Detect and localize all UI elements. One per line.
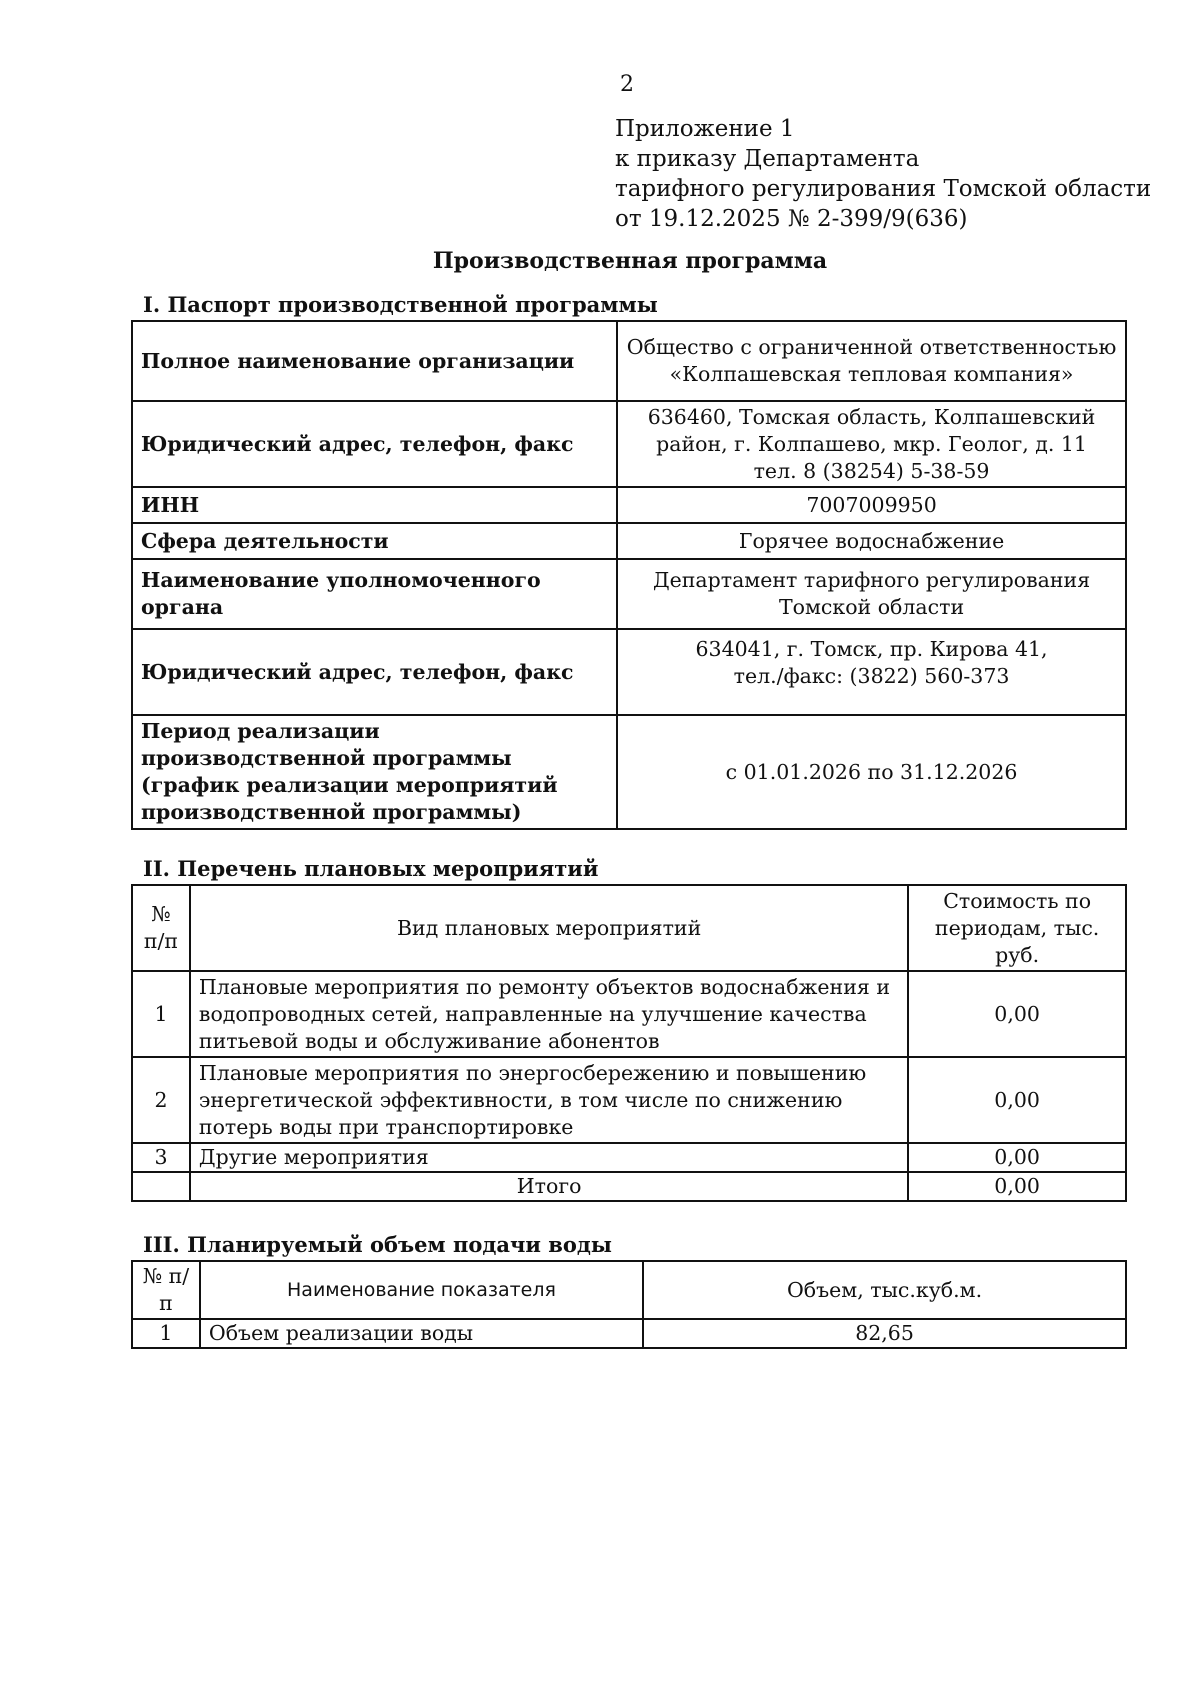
header-volume: Объем, тыс.куб.м.	[643, 1261, 1126, 1319]
activities-table	[131, 884, 1127, 1202]
table-row	[132, 1319, 1126, 1348]
header-name: Наименование показателя	[200, 1261, 643, 1319]
value-line: Общество с ограниченной ответственностью	[626, 335, 1117, 359]
row-label: Полное наименование организации	[132, 321, 617, 401]
page-number: 2	[620, 72, 634, 97]
row-num: 1	[132, 1319, 200, 1348]
row-num: 1	[132, 971, 190, 1057]
table-row	[132, 559, 1126, 629]
row-value: Горячее водоснабжение	[617, 523, 1126, 559]
header-num: № п/п	[132, 885, 190, 971]
value-line: 636460, Томская область, Колпашевский	[647, 404, 1096, 429]
row-label: Юридический адрес, телефон, факс	[132, 401, 617, 487]
row-value	[617, 401, 1126, 487]
appendix-line: тарифного регулирования Томской области	[615, 176, 1152, 202]
row-label: Период реализации производственной программы (график реализации мероприятий производственной программы)	[132, 715, 617, 829]
total-label: Итого	[190, 1172, 908, 1201]
row-label: Юридический адрес, телефон, факс	[132, 629, 617, 715]
row-value: 7007009950	[617, 487, 1126, 523]
row-cost: 0,00	[908, 1143, 1126, 1172]
row-name: Плановые мероприятия по энергосбережению и повышению энергетической эффективности, в том числе по снижению потерь воды при транспортировке	[190, 1057, 908, 1143]
section-2-title: II. Перечень плановых мероприятий	[143, 856, 599, 881]
section-1-title: I. Паспорт производственной программы	[143, 292, 658, 317]
row-cost: 0,00	[908, 1057, 1126, 1143]
volume-table	[131, 1260, 1127, 1349]
value-line: Департамент тарифного регулирования	[652, 568, 1091, 592]
table-row	[132, 1143, 1126, 1172]
row-num: 2	[132, 1057, 190, 1143]
table-header-row	[132, 1261, 1126, 1319]
row-label: Наименование уполномоченного органа	[132, 559, 617, 629]
row-label: Сфера деятельности	[132, 523, 617, 559]
total-empty	[132, 1172, 190, 1201]
value-line: Томской области	[778, 595, 965, 619]
table-header-row	[132, 885, 1126, 971]
appendix-line: к приказу Департамента	[615, 146, 920, 172]
row-label: ИНН	[132, 487, 617, 523]
appendix-line: Приложение 1	[615, 116, 795, 142]
table-row	[132, 715, 1126, 829]
header-name: Вид плановых мероприятий	[190, 885, 908, 971]
value-line: тел./факс: (3822) 560-373	[733, 664, 1010, 688]
value-line: район, г. Колпашево, мкр. Геолог, д. 11	[656, 431, 1087, 456]
header-cost: Стоимость по периодам, тыс. руб.	[908, 885, 1126, 971]
value-line: 634041, г. Томск, пр. Кирова 41,	[695, 637, 1048, 661]
table-row	[132, 401, 1126, 487]
row-cost: 0,00	[908, 971, 1126, 1057]
row-value	[617, 559, 1126, 629]
row-value	[617, 629, 1126, 715]
table-row	[132, 321, 1126, 401]
row-name: Плановые мероприятия по ремонту объектов водоснабжения и водопроводных сетей, направленные на улучшение качества питьевой воды и обслуживание абонентов	[190, 971, 908, 1057]
row-volume: 82,65	[643, 1319, 1126, 1348]
table-row	[132, 971, 1126, 1057]
row-num: 3	[132, 1143, 190, 1172]
document-title: Производственная программа	[432, 248, 828, 274]
table-row	[132, 523, 1126, 559]
table-row	[132, 1057, 1126, 1143]
value-line: «Колпашевская тепловая компания»	[669, 362, 1074, 386]
table-row	[132, 629, 1126, 715]
appendix-line: от 19.12.2025 № 2-399/9(636)	[615, 206, 968, 232]
total-cost: 0,00	[908, 1172, 1126, 1201]
section-3-title: III. Планируемый объем подачи воды	[143, 1232, 612, 1257]
header-num: № п/п	[132, 1261, 200, 1319]
row-name: Другие мероприятия	[190, 1143, 908, 1172]
table-total-row	[132, 1172, 1126, 1201]
row-value	[617, 321, 1126, 401]
table-row	[132, 487, 1126, 523]
passport-table	[131, 320, 1127, 830]
row-value: с 01.01.2026 по 31.12.2026	[617, 715, 1126, 829]
row-name: Объем реализации воды	[200, 1319, 643, 1348]
value-line: тел. 8 (38254) 5-38-59	[753, 458, 990, 483]
appendix-block	[615, 114, 1151, 234]
